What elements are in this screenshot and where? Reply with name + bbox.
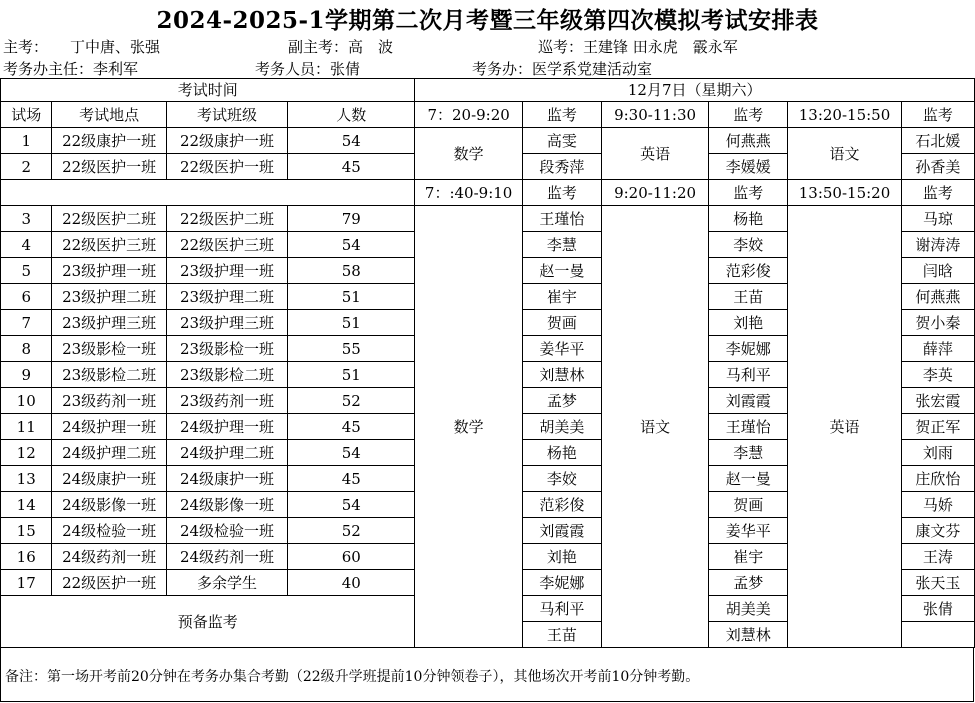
student-count: 54 [288,492,415,518]
room-number: 4 [1,232,52,258]
student-count: 51 [288,310,415,336]
room-number: 14 [1,492,52,518]
exam-class: 23级影检一班 [166,336,287,362]
proctor-3: 孙香美 [901,154,974,180]
proctor-1: 杨艳 [522,440,601,466]
proctor-1: 崔宇 [522,284,601,310]
exam-class: 22级医护一班 [166,154,287,180]
room-number: 8 [1,336,52,362]
office-staff-label: 考务人员： [255,60,331,78]
exam-time-header: 考试时间 [1,79,415,102]
col-count-header: 人数 [288,102,415,128]
proctor-header: 监考 [522,102,601,128]
date-header: 12月7日（星期六） [415,79,975,102]
session1-time-1: 7：20-9:20 [415,102,522,128]
exam-class: 24级康护一班 [166,466,287,492]
proctor-2: 贺画 [709,492,788,518]
room-number: 5 [1,258,52,284]
session1-subject-1: 数学 [415,128,522,180]
office-head-name: 李利军 [93,60,139,78]
proctor-header: 监考 [901,180,974,206]
proctor-header: 监考 [522,180,601,206]
patrol-examiner [538,36,738,57]
reserve-proctor-1: 王苗 [522,622,601,648]
exam-location: 23级药剂一班 [52,388,166,414]
exam-class: 23级影检二班 [166,362,287,388]
deputy-examiner [288,36,393,57]
session1-subject-3: 语文 [788,128,901,180]
exam-office-room: 医学系党建活动室 [532,60,653,78]
session2-time-3: 13:50-15:20 [788,180,901,206]
exam-class: 23级护理三班 [166,310,287,336]
student-count: 51 [288,284,415,310]
exam-location: 22级医护一班 [52,154,166,180]
room-number: 3 [1,206,52,232]
col-room-header: 试场 [1,102,52,128]
exam-class: 22级医护二班 [166,206,287,232]
proctor-1: 贺画 [522,310,601,336]
proctor-1: 范彩俊 [522,492,601,518]
student-count: 54 [288,128,415,154]
room-number: 9 [1,362,52,388]
office-staff-name: 张倩 [330,60,361,78]
exam-office [472,58,652,79]
exam-location: 23级影检二班 [52,362,166,388]
col-location-header: 考试地点 [52,102,166,128]
student-count: 58 [288,258,415,284]
student-count: 79 [288,206,415,232]
proctor-1: 刘艳 [522,544,601,570]
reserve-proctor-1: 马利平 [522,596,601,622]
proctor-3: 贺正军 [901,414,974,440]
patrol-names: 王建锋 田永虎 霰永军 [583,38,738,56]
reserve-proctor-3 [901,622,974,648]
deputy-names: 高 波 [348,38,394,56]
session2-time-1: 7：:40-9:10 [415,180,522,206]
exam-location: 22级医护一班 [52,570,166,596]
proctor-3: 马琼 [901,206,974,232]
reserve-proctor-label: 预备监考 [1,596,415,648]
proctor-2: 刘艳 [709,310,788,336]
proctor-2: 李慧 [709,440,788,466]
session2-subject-1: 数学 [415,206,522,648]
exam-location: 22级医护二班 [52,206,166,232]
proctor-3: 庄欣怡 [901,466,974,492]
proctor-1: 刘霞霞 [522,518,601,544]
exam-class: 22级医护三班 [166,232,287,258]
office-head-label: 考务办主任： [3,60,94,78]
exam-schedule-table [0,78,975,648]
exam-class: 多余学生 [166,570,287,596]
session2-time-2: 9:20-11:20 [601,180,708,206]
room-number: 7 [1,310,52,336]
table-row [1,206,975,232]
student-count: 45 [288,414,415,440]
proctor-2: 王瑾怡 [709,414,788,440]
room-number: 6 [1,284,52,310]
note: 备注：第一场开考前20分钟在考务办集合考勤（22级升学班提前10分钟领卷子），其他场次开考前10分钟考勤。 [0,647,974,702]
exam-location: 22级康护一班 [52,128,166,154]
proctor-2: 何燕燕 [709,128,788,154]
exam-class: 24级影像一班 [166,492,287,518]
proctor-1: 胡美美 [522,414,601,440]
proctor-1: 李慧 [522,232,601,258]
room-number: 11 [1,414,52,440]
student-count: 40 [288,570,415,596]
proctor-3: 刘雨 [901,440,974,466]
proctor-3: 薛萍 [901,336,974,362]
proctor-1: 刘慧林 [522,362,601,388]
exam-location: 24级护理二班 [52,440,166,466]
room-number: 12 [1,440,52,466]
proctor-2: 孟梦 [709,570,788,596]
proctor-3: 张天玉 [901,570,974,596]
reserve-proctor-3: 张倩 [901,596,974,622]
exam-location: 23级护理二班 [52,284,166,310]
proctor-header: 监考 [709,180,788,206]
col-class-header: 考试班级 [166,102,287,128]
proctor-1: 高雯 [522,128,601,154]
blank-cell [1,180,415,206]
exam-location: 23级影检一班 [52,336,166,362]
proctor-3: 何燕燕 [901,284,974,310]
session1-subject-2: 英语 [601,128,708,180]
exam-location: 24级检验一班 [52,518,166,544]
proctor-header: 监考 [901,102,974,128]
exam-class: 24级护理一班 [166,414,287,440]
session1-time-2: 9:30-11:30 [601,102,708,128]
proctor-2: 崔宇 [709,544,788,570]
table-row [1,128,975,154]
student-count: 54 [288,232,415,258]
chief-label: 主考： [3,38,49,56]
proctor-2: 李妮娜 [709,336,788,362]
exam-class: 24级护理二班 [166,440,287,466]
proctor-3: 贺小秦 [901,310,974,336]
proctor-3: 闫晗 [901,258,974,284]
proctor-2: 范彩俊 [709,258,788,284]
exam-location: 22级医护三班 [52,232,166,258]
student-count: 45 [288,154,415,180]
chief-names: 丁中唐、张强 [70,38,161,56]
student-count: 52 [288,518,415,544]
proctor-2: 李姣 [709,232,788,258]
room-number: 13 [1,466,52,492]
student-count: 45 [288,466,415,492]
room-number: 17 [1,570,52,596]
exam-class: 23级护理一班 [166,258,287,284]
exam-location: 24级康护一班 [52,466,166,492]
proctor-3: 谢涛涛 [901,232,974,258]
session2-subject-3: 英语 [788,206,901,648]
proctor-2: 赵一曼 [709,466,788,492]
room-number: 16 [1,544,52,570]
proctor-3: 马娇 [901,492,974,518]
session2-subject-2: 语文 [601,206,708,648]
exam-class: 24级药剂一班 [166,544,287,570]
proctor-1: 李妮娜 [522,570,601,596]
room-number: 1 [1,128,52,154]
proctor-1: 李姣 [522,466,601,492]
exam-location: 23级护理三班 [52,310,166,336]
session2-header-row [1,180,975,206]
proctor-1: 姜华平 [522,336,601,362]
exam-office-label: 考务办： [472,60,533,78]
proctor-1: 赵一曼 [522,258,601,284]
proctor-3: 张宏霞 [901,388,974,414]
office-head [3,58,138,79]
deputy-label: 副主考： [288,38,349,56]
student-count: 52 [288,388,415,414]
proctor-1: 王瑾怡 [522,206,601,232]
exam-class: 23级护理二班 [166,284,287,310]
office-staff [255,58,360,79]
student-count: 55 [288,336,415,362]
student-count: 51 [288,362,415,388]
reserve-proctor-2: 刘慧林 [709,622,788,648]
exam-location: 23级护理一班 [52,258,166,284]
patrol-label: 巡考： [538,38,584,56]
proctor-2: 李媛媛 [709,154,788,180]
proctor-3: 石北媛 [901,128,974,154]
exam-class: 24级检验一班 [166,518,287,544]
room-number: 15 [1,518,52,544]
proctor-3: 李英 [901,362,974,388]
exam-location: 24级护理一班 [52,414,166,440]
proctor-2: 马利平 [709,362,788,388]
student-count: 60 [288,544,415,570]
exam-location: 24级影像一班 [52,492,166,518]
exam-location: 24级药剂一班 [52,544,166,570]
exam-class: 23级药剂一班 [166,388,287,414]
proctor-3: 康文芬 [901,518,974,544]
proctor-1: 孟梦 [522,388,601,414]
page-title: 2024-2025-1学期第二次月考暨三年级第四次模拟考试安排表 [156,7,819,34]
session1-time-3: 13:20-15:50 [788,102,901,128]
student-count: 54 [288,440,415,466]
proctor-header: 监考 [709,102,788,128]
reserve-proctor-2: 胡美美 [709,596,788,622]
chief-examiner [3,36,160,57]
exam-class: 22级康护一班 [166,128,287,154]
proctor-2: 杨艳 [709,206,788,232]
proctor-2: 姜华平 [709,518,788,544]
proctor-3: 王涛 [901,544,974,570]
proctor-2: 王苗 [709,284,788,310]
proctor-1: 段秀萍 [522,154,601,180]
proctor-2: 刘霞霞 [709,388,788,414]
room-number: 10 [1,388,52,414]
room-number: 2 [1,154,52,180]
